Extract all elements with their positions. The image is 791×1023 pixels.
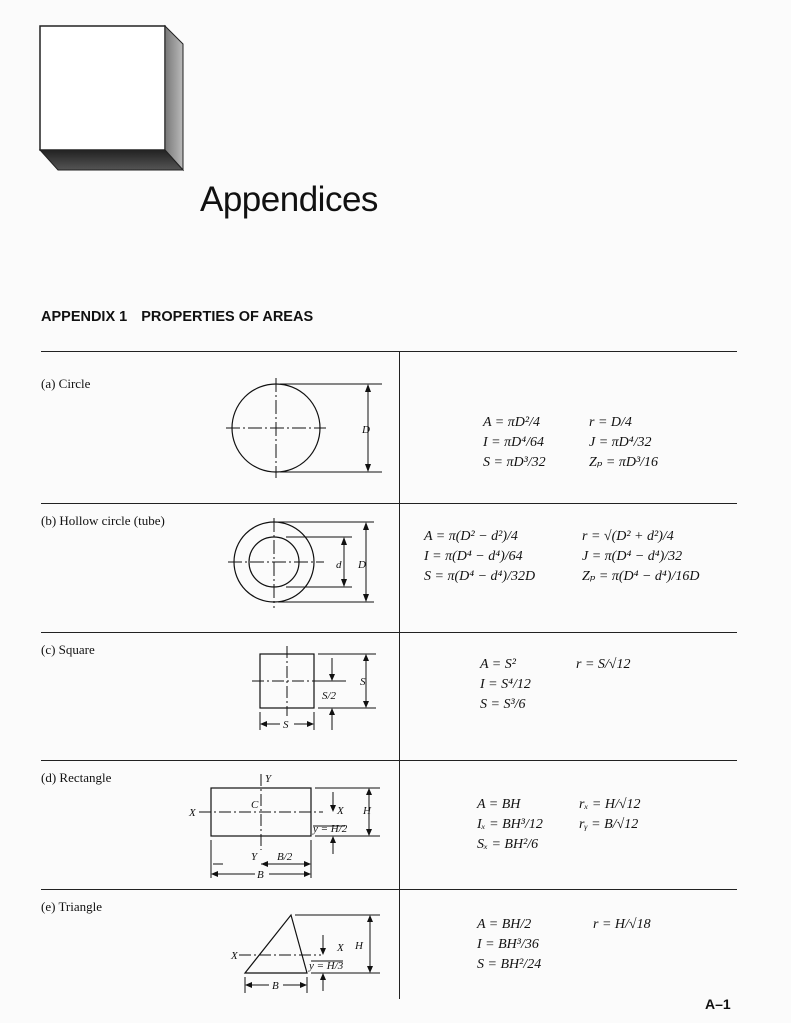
- row-divider: [41, 760, 737, 761]
- formula: S = πD³/32: [483, 455, 546, 470]
- appendix-heading: [41, 309, 313, 325]
- formula: A = BH/2: [477, 917, 532, 932]
- dim-label: X: [189, 807, 196, 819]
- formula: I = BH³/36: [477, 937, 539, 952]
- dim-label: D: [362, 424, 370, 436]
- dim-label: B: [257, 869, 264, 881]
- formula: S = S³/6: [480, 697, 526, 712]
- formula: Sₓ = BH²/6: [477, 837, 539, 852]
- formula: rᵧ = B/√12: [579, 817, 639, 832]
- dim-label: S: [283, 719, 289, 731]
- dim-label: X: [231, 950, 238, 962]
- dim-label: d: [336, 559, 342, 571]
- formula: J = πD⁴/32: [589, 435, 652, 450]
- page-title: Appendices: [200, 180, 378, 219]
- formula: S = π(D⁴ − d⁴)/32D: [424, 569, 536, 584]
- appendix-number: APPENDIX 1: [41, 309, 128, 325]
- dim-label: C: [251, 799, 259, 811]
- rectangle-formulas: [477, 795, 641, 855]
- appendix-title: PROPERTIES OF AREAS: [141, 309, 314, 325]
- dim-label: Y: [251, 851, 258, 863]
- formula: A = πD²/4: [483, 415, 540, 430]
- formula: S = BH²/24: [477, 957, 542, 972]
- dim-label: D: [358, 559, 366, 571]
- formula: A = BH: [477, 797, 521, 812]
- formula: Iₓ = BH³/12: [477, 817, 543, 832]
- formula: rₓ = H/√12: [579, 797, 641, 812]
- square-formulas: [480, 655, 630, 715]
- table-top-rule: [41, 351, 737, 352]
- dim-label: X: [337, 942, 344, 954]
- dim-label: S: [360, 676, 366, 688]
- formula: A = π(D² − d²)/4: [424, 529, 518, 544]
- formula: r = S/√12: [576, 657, 631, 672]
- dim-label: Y: [265, 773, 272, 785]
- formula: Zₚ = π(D⁴ − d⁴)/16D: [582, 569, 700, 584]
- dim-label: H: [355, 940, 363, 952]
- circle-figure: [224, 378, 394, 483]
- formula: J = π(D⁴ − d⁴)/32: [582, 549, 683, 564]
- triangle-formulas: [477, 915, 651, 975]
- row-divider: [41, 632, 737, 633]
- row-divider: [41, 889, 737, 890]
- row-divider: [41, 503, 737, 504]
- formula: A = S²: [480, 657, 516, 672]
- dim-label: S/2: [322, 690, 337, 702]
- square-figure: [250, 644, 380, 736]
- formula: r = √(D² + d²)/4: [582, 529, 674, 544]
- dim-label: B/2: [277, 851, 293, 863]
- column-divider: [399, 351, 400, 999]
- hollow-circle-figure: [224, 518, 394, 610]
- page-number: A–1: [705, 996, 731, 1012]
- dim-label: X: [337, 805, 344, 817]
- section-label-triangle: (e) Triangle: [41, 899, 103, 914]
- dim-label: y = H/3: [309, 960, 344, 972]
- section-label-rectangle: (d) Rectangle: [41, 770, 112, 785]
- formula: I = S⁴/12: [480, 677, 531, 692]
- dim-label: H: [363, 805, 371, 817]
- section-label-square: (c) Square: [41, 642, 95, 657]
- circle-formulas: [483, 413, 658, 473]
- formula: I = π(D⁴ − d⁴)/64: [424, 549, 523, 564]
- chapter-cube-graphic: [38, 24, 188, 174]
- dim-label: y = H/2: [313, 823, 348, 835]
- formula: I = πD⁴/64: [483, 435, 544, 450]
- hollow-circle-formulas: [424, 527, 699, 587]
- triangle-figure: [225, 905, 390, 995]
- formula: r = D/4: [589, 415, 632, 430]
- formula: Zₚ = πD³/16: [589, 455, 659, 470]
- section-label-hollow-circle: (b) Hollow circle (tube): [41, 513, 165, 528]
- formula: r = H/√18: [593, 917, 651, 932]
- rectangle-figure: [185, 770, 395, 882]
- section-label-circle: (a) Circle: [41, 376, 91, 391]
- dim-label: B: [272, 980, 279, 992]
